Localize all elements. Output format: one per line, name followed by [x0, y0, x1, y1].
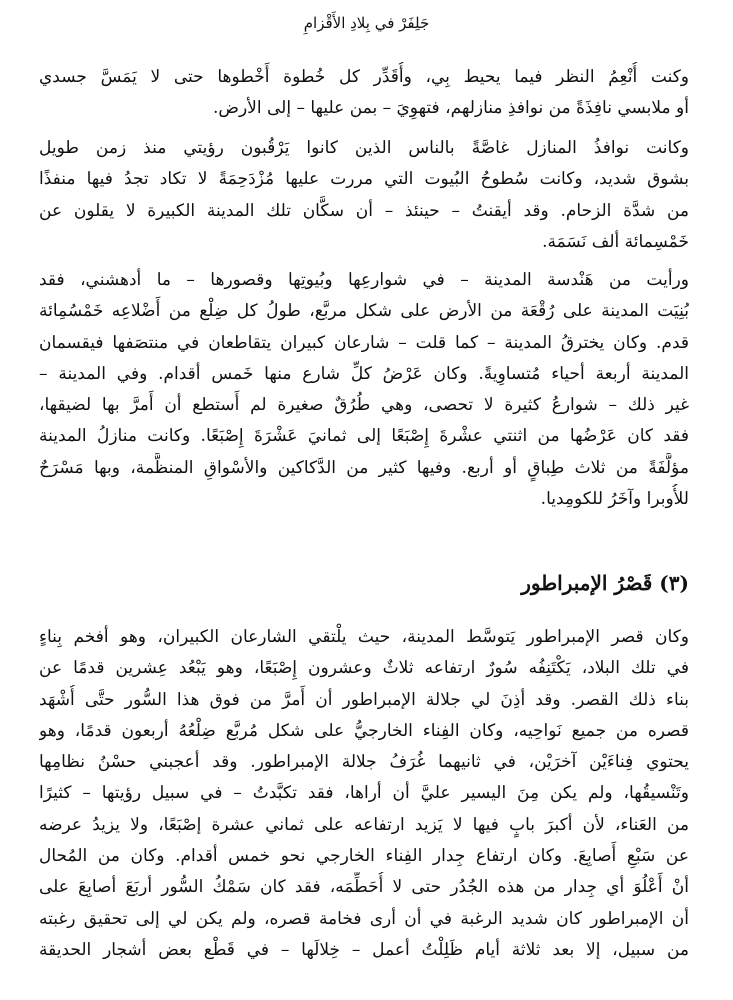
text-line: من سبيل، إلا بعد ثلاثة أيام ظَلِلْتُ أعمل – خِلالَها – في قَطْع بعض أشجار الحديقة: [39, 939, 689, 960]
text-line: أنْ أَعْلُوَ أي جِدار من هذه الجُدُر حتى لا أُحَطِّمَه، فقد كان سَمْكُ السُّور أربَعَ أصابِعَ على: [39, 877, 689, 898]
text-line: للأُوبرا وآخَرُ للكومِديا.: [540, 489, 689, 510]
text-line: أو ملابسي نافِذَةً من نوافذِ منازلهم، فتهوِيَ – بمن عليها – إلى الأرض.: [213, 98, 689, 119]
text-line: بناء ذلك القصر. وقد أذِنَ لي جلالة الإمبراطور أن أَمرَّ من فوق هذا السُّور حتَّى أُشْهَد: [39, 689, 689, 710]
text-line: بشوق شديد، وكانت سُطوحُ البُيوت التي مررت عليها مُزْدَحِمَةً لا تكاد تجدُ فيها منفذًا: [39, 169, 689, 190]
text-line: قصره من جميع نَواحِيه، وكان الفِناء الخارجيُّ على شكل مُربَّع ضِلْعُهُ أربعون قدمًا، وهو: [39, 720, 689, 741]
paragraph-2: [39, 133, 689, 258]
text-line: من شدَّة الزحام. وقد أيقنتُ – حينئذ – أن سكَّان تلك المدينة الكبيرة لا يقلون عن: [39, 200, 689, 221]
text-line: يحتوي فِناءَيْن آخرَيْن، في ثانيهما غُرَفُ جلالة الإمبراطور. وقد أعجبني حسْنُ نظامِها: [39, 752, 689, 773]
text-line: المدينة أربعة أحياء مُتساوِيةً. وكان عَرْضُ كلِّ شارع منها خَمس أقدام. وفي المدينة –: [39, 363, 689, 384]
text-line: قدم. وكان يخترقُ المدينة – كما قلت – شارعان كبيران يتقاطعان في منتصَفها فيقسمان: [39, 332, 689, 353]
text-line: أن الإمبراطور كان شديد الرغبة في أن أرى فخامة قصره، ولم يكن لي إلى تحقيق رغبته: [39, 908, 689, 929]
text-line: مؤلَّفَةً من ثلاث طِباقٍ أو أربع. وفيها كثير من الدَّكاكين والأسْواقِ المنظَّمة، وبها مَسْرَحٌ: [39, 457, 689, 478]
text-line: وكنت أُنْعِمُ النظر فيما يحيط بِي، وأُقَدِّر كل خُطوة أَخْطوها حتى لا يَمَسَّ جسدي: [39, 67, 689, 87]
text-line: في تلك البلاد، يَكْتَنِفُه سُورٌ ارتفاعه ثلاثٌ وعشرون إِصْبَعًا، وهو يَبْعُد عِشرين قدمًا عن: [39, 658, 689, 679]
paragraph-3: [39, 265, 689, 515]
text-line: بُنِيَت المدينة على رُقْعَة من الأرض على شكل مربَّع، طولُ كل ضِلْع من أَضْلاعِه خَمْسُمِائة: [39, 301, 689, 322]
text-line: غير ذلك – شوارعُ كثيرة لا تحصى، وهي طُرُقٌ صغيرة لم أَستطع أن أَمرَّ بها لضيقها،: [39, 395, 689, 416]
text-line: عن سَبْعِ أَصابِعَ. وكان ارتفاع جِدار الفِناء الخارجي نحو خمس أقدام. وكان من المُحال: [39, 846, 689, 867]
text-line: من العَناء، لأن أكبرَ بابٍ فيها لا يَزيد ارتفاعه على ثماني عشرة إصْبَعًا، ولا يزيدُ عرضه: [39, 814, 689, 835]
text-line: فقد كان عَرْضُها من اثنتي عشْرةَ إِصْبَعًا إلى ثمانيَ عَشْرَةَ إِصْبَعًا. وكانت منازلُ المدينة: [39, 426, 689, 447]
text-line: وتَنْسيقُها، ولم يكن مِنَ اليسير عليَّ أن أراها، فقد تكبَّدتُ – في سبيل رؤيتها – كثيرًا: [39, 783, 689, 804]
text-line: خَمْسِمائة ألف نَسَمَة.: [542, 231, 689, 252]
paragraph-1: [39, 62, 689, 125]
text-line: وكان قصر الإمبراطور يَتوسَّط المدينة، حيث يلْتقي الشارعان الكبيران، وهو أفخم بِناءٍ: [39, 627, 689, 647]
text-line: وكانت نوافذُ المنازل غاصَّةً بالناس الذين كانوا يَرْقُبون رؤيتي منذ زمن طويل: [39, 138, 689, 158]
text-line: ورأيت من هَنْدسة المدينة – في شوارعِها وبُيوتِها وقصورها – ما أدهشني، فقد: [39, 270, 689, 290]
section-heading: (٣) قَصْرُ الإمبراطور: [521, 571, 689, 595]
running-header: جَلِفَرْ في بِلادِ الأَقْزامِ: [303, 14, 430, 32]
paragraph-4: [39, 622, 689, 966]
